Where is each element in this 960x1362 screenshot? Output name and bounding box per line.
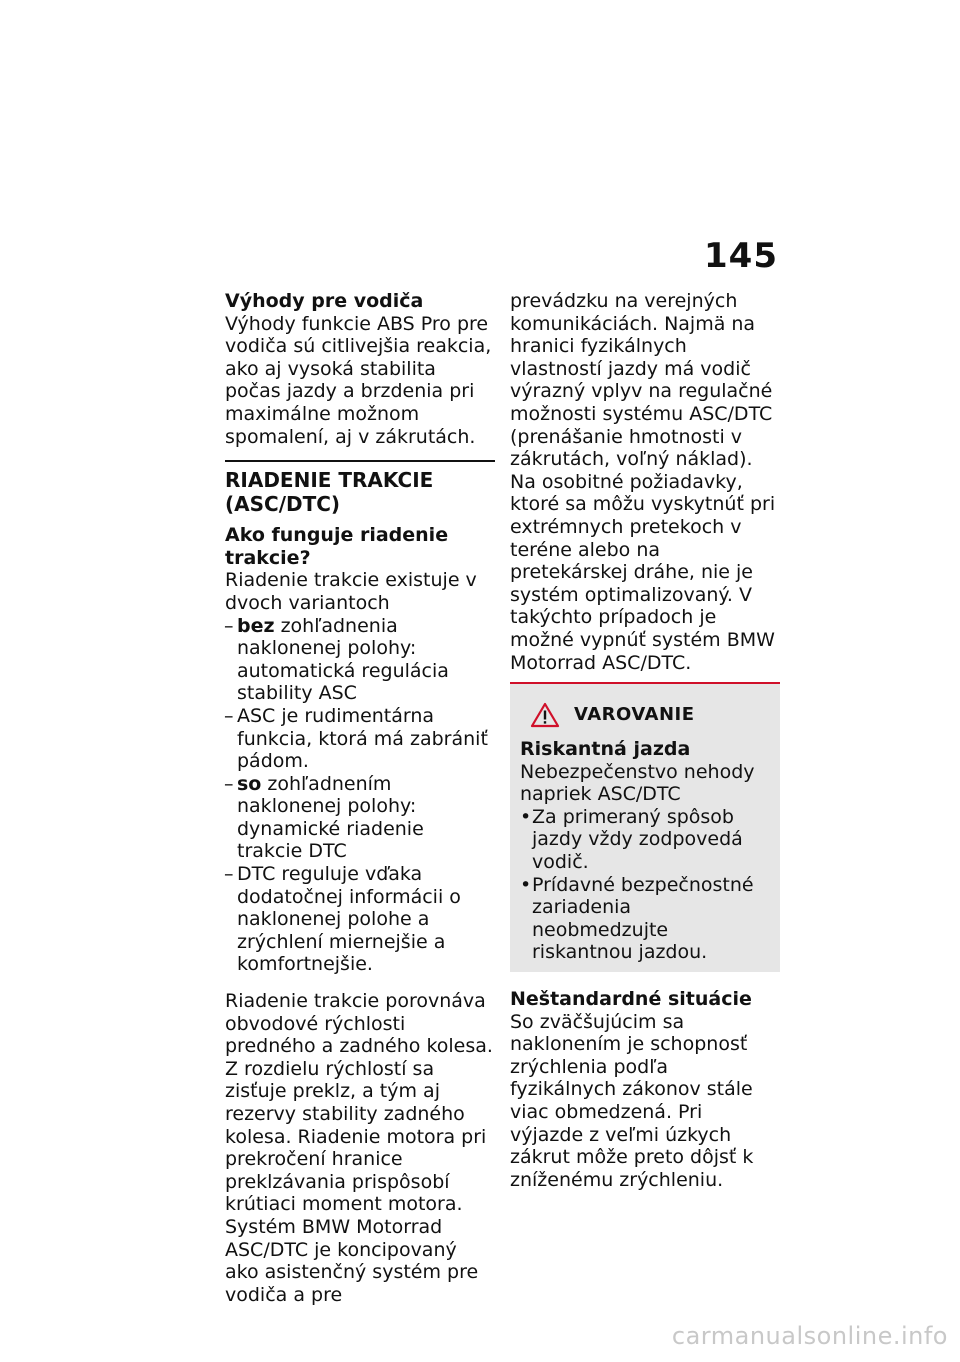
list-item-text: zohľadnenia naklonenej polohy: automatická regulácia stability ASC bbox=[237, 614, 449, 705]
right-column bbox=[510, 290, 780, 1191]
benefits-heading: Výhody pre vodiča bbox=[225, 290, 424, 312]
how-heading: Ako funguje riadenie trakcie? bbox=[225, 524, 449, 569]
list-item bbox=[225, 863, 495, 976]
compare-text: Riadenie trakcie porovnáva obvodové rýchlosti predného a zadného kolesa. Z rozdielu rýchlostí sa zisťuje preklz, a tým aj rezervy stability zadného kolesa. Riadenie motora pri prekročení hranice preklzávania prispôsobí krútiaci moment motora. bbox=[225, 990, 493, 1216]
variants-list bbox=[225, 615, 495, 977]
warning-box bbox=[510, 682, 780, 972]
section-divider bbox=[225, 460, 495, 462]
benefits-text: Výhody funkcie ABS Pro pre vodiča sú citlivejšia reakcia, ako aj vysoká stabilita počas jazdy a brzdenia pri maximálne možnom spomalení, aj v zákrutách. bbox=[225, 312, 492, 448]
watermark: carmanualsonline.info bbox=[671, 1322, 948, 1350]
warning-bullets bbox=[520, 806, 770, 964]
special-text: Na osobitné požiadavky, ktoré sa môžu vyskytnúť pri extrémnych pretekoch v teréne alebo na pretekárskej dráhe, nie je systém optimalizovaný. V takýchto prípadoch je možné vypnúť systém BMW Motorrad ASC/DTC. bbox=[510, 470, 776, 674]
warning-header bbox=[520, 702, 770, 728]
warning-triangle-icon bbox=[530, 702, 560, 728]
nonstandard-text: So zväčšujúcim sa naklonením je schopnosť zrýchlenia podľa fyzikálnych zákonov stále viac obmedzená. Pri výjazde z veľmi úzkych zákrut môže preto dôjsť k zníženému zrýchleniu. bbox=[510, 1010, 754, 1191]
list-item: • Prídavné bezpečnostné zariadenia neobmedzujte riskantnou jazdou. bbox=[520, 874, 770, 964]
section-title: RIADENIE TRAKCIE (ASC/DTC) bbox=[225, 468, 434, 517]
continuation-text: prevádzku na verejných komunikáciách. Najmä na hranici fyzikálnych vlastností jazdy má vodič výrazný vplyv na regulačné možnosti systému ASC/DTC (prenášanie hmotnosti v zákrutách, voľný náklad). bbox=[510, 290, 773, 471]
list-item-emphasis: so bbox=[237, 772, 262, 795]
list-item-text: zohľadnením naklonenej polohy: dynamické riadenie trakcie DTC bbox=[237, 772, 424, 863]
list-item bbox=[225, 705, 495, 773]
warning-subheading: Riskantná jazda bbox=[520, 738, 691, 761]
system-text: Systém BMW Motorrad ASC/DTC je koncipovaný ako asistenčný systém pre vodiča a pre bbox=[225, 1215, 479, 1306]
list-item: • Za primeraný spôsob jazdy vždy zodpovedá vodič. bbox=[520, 806, 770, 874]
how-text: Riadenie trakcie existuje v dvoch variantoch bbox=[225, 569, 477, 614]
list-item-text: DTC reguluje vďaka dodatočnej informácii o naklonenej polohe a zrýchlení miernejšie a komfortnejšie. bbox=[237, 863, 461, 976]
nonstandard-heading: Neštandardné situácie bbox=[510, 988, 752, 1011]
warning-title: VAROVANIE bbox=[574, 703, 695, 725]
list-item bbox=[225, 773, 495, 863]
warning-text: Nebezpečenstvo nehody napriek ASC/DTC bbox=[520, 760, 755, 806]
list-item-emphasis: bez bbox=[237, 614, 275, 637]
list-item-text: ASC je rudimentárna funkcia, ktorá má zabrániť pádom. bbox=[237, 704, 488, 773]
list-item bbox=[225, 615, 495, 705]
left-column bbox=[225, 290, 495, 1306]
page-number: 145 bbox=[704, 236, 778, 276]
